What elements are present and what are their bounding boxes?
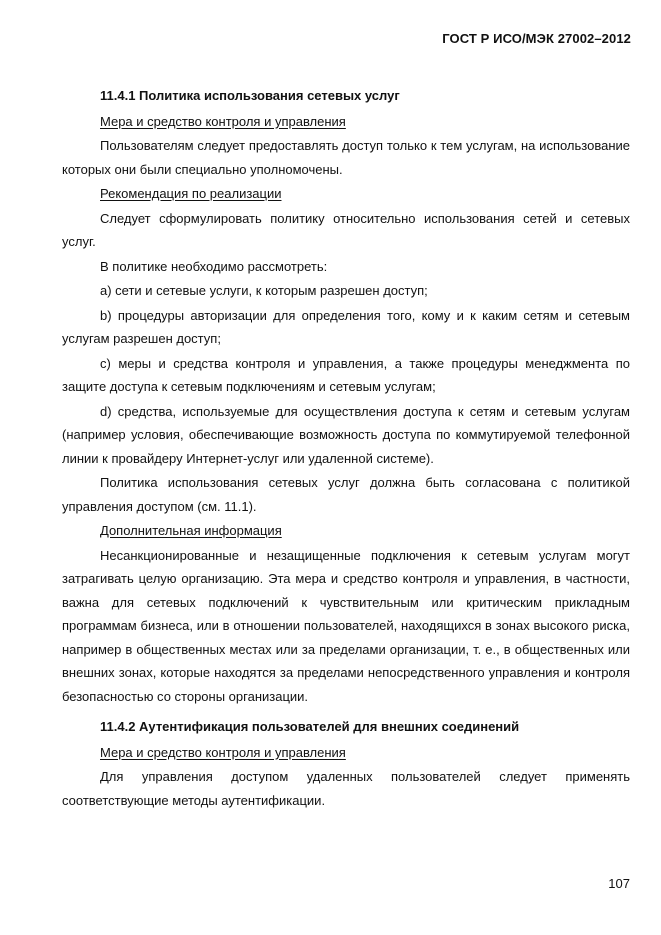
list-item-a: a) сети и сетевые услуги, к которым разрешен доступ;	[100, 283, 428, 298]
subheading-additional-info-label: Дополнительная информация	[100, 523, 282, 538]
paragraph-consider-intro: В политике необходимо рассмотреть:	[100, 258, 328, 274]
page-body	[62, 84, 630, 813]
paragraph-control-text-2: Для управления доступом удаленных пользователей следует применять соответствующие методы аутентификации.	[62, 769, 630, 808]
section-heading-11-4-2: 11.4.2 Аутентификация пользователей для внешних соединений	[100, 719, 520, 734]
subheading-control-2	[62, 741, 630, 765]
paragraph-additional-info: Несанкционированные и незащищенные подключения к сетевым услугам могут затрагивать целую организацию. Эта мера и средство контроля и управления, в частности, важна для сетевых подключений к чувствительным или критическим прикладным программам бизнеса, или в отношении пользователей, находящихся в зонах высокого риска, например в общественных местах или за пределами организации, т. е., в общественных или внешних зонах, которые находятся за пределами непосредственного управления и контроля безопасностью со стороны организации.	[62, 547, 630, 704]
document-standard-header: ГОСТ Р ИСО/МЭК 27002–2012	[442, 31, 631, 46]
paragraph-implementation-text: Следует сформулировать политику относительно использования сетей и сетевых услуг.	[62, 210, 630, 249]
list-item-d: d) средства, используемые для осуществления доступа к сетям и сетевым услугам (например условия, обеспечивающие возможность доступа по коммутируемой телефонной линии к провайдеру Интернет-услуг или удаленной системе).	[62, 403, 630, 466]
subheading-control-label: Мера и средство контроля и управления	[100, 113, 346, 129]
paragraph-policy-text: Политика использования сетевых услуг должна быть согласована с политикой управления доступом (см. 11.1).	[62, 475, 630, 514]
list-item-b: b) процедуры авторизации для определения того, кому и к каким сетям и сетевым услугам разрешен доступ;	[62, 307, 630, 346]
subheading-control	[62, 110, 630, 134]
subheading-additional-info	[62, 519, 630, 543]
subheading-implementation	[62, 182, 630, 206]
paragraph-control-text: Пользователям следует предоставлять доступ только к тем услугам, на использование которых они были специально уполномочены.	[62, 138, 630, 177]
list-item-c: c) меры и средства контроля и управления, а также процедуры менеджмента по защите доступа к сетевым подключениям и сетевым услугам;	[62, 355, 630, 394]
subheading-implementation-label: Рекомендация по реализации	[100, 186, 282, 201]
section-heading-11-4-1: 11.4.1 Политика использования сетевых услуг	[100, 88, 400, 103]
page-number: 107	[608, 876, 630, 891]
subheading-control-2-label: Мера и средство контроля и управления	[100, 744, 346, 760]
